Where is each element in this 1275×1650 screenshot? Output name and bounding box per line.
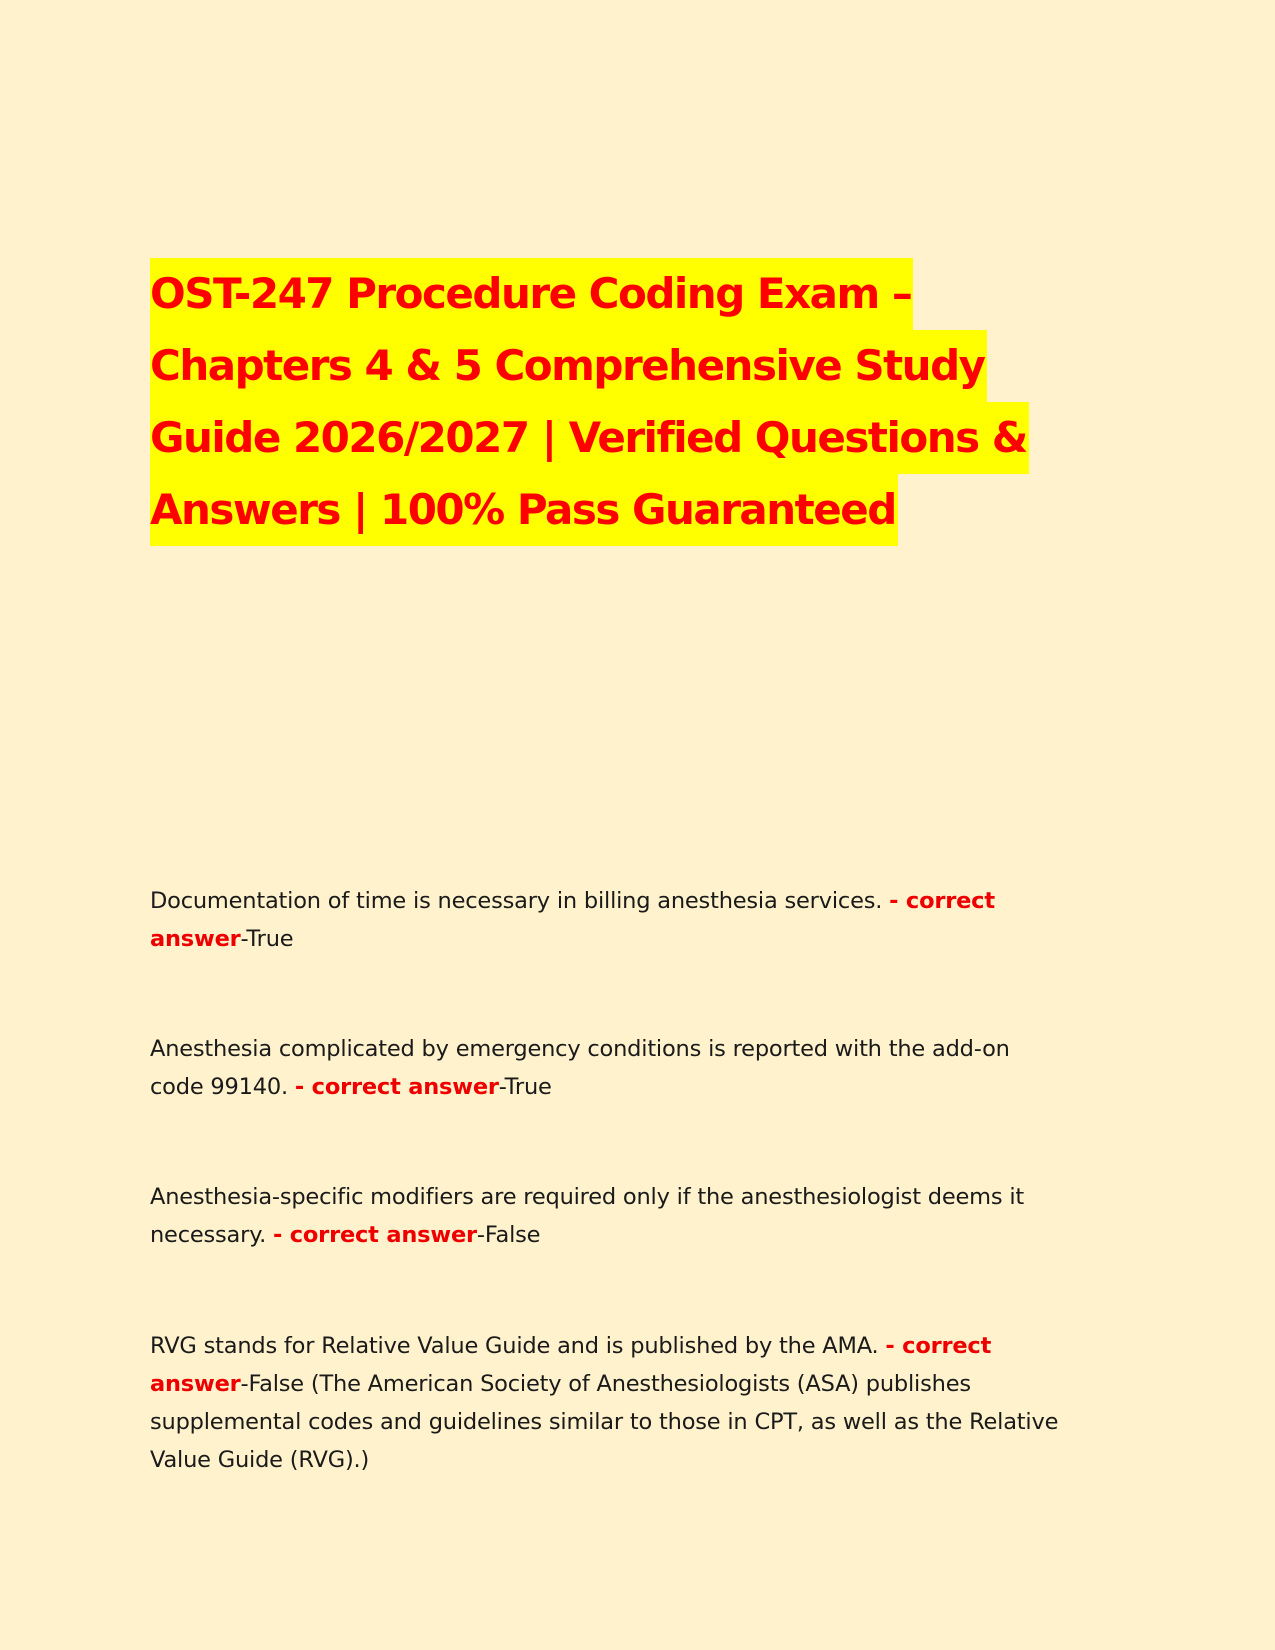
qa-item-4-line-4 [150, 1441, 1130, 1479]
qa-item-3 [150, 1178, 1130, 1254]
qa-item-1-line-2 [150, 920, 1130, 958]
title-line-2: Chapters 4 & 5 Comprehensive Study [150, 330, 987, 402]
qa-item-4 [150, 1327, 1130, 1479]
qa-item-4-line-2 [150, 1365, 1130, 1403]
question-text: Anesthesia-specific modifiers are required only if the anesthesiologist deems it [150, 1184, 1025, 1210]
answer-marker: answer [150, 1371, 241, 1397]
answer-marker: - correct answer [294, 1074, 499, 1100]
question-text: Anesthesia complicated by emergency conditions is reported with the add-on [150, 1036, 1010, 1062]
question-text: code 99140. [150, 1074, 295, 1100]
qa-item-3-line-1 [150, 1178, 1130, 1216]
answer-text: -True [240, 926, 294, 952]
qa-item-4-line-3 [150, 1403, 1130, 1441]
answer-text: supplemental codes and guidelines similar to those in CPT, as well as the Relative [150, 1409, 1059, 1435]
answer-marker: - correct answer [273, 1222, 477, 1248]
question-text: RVG stands for Relative Value Guide and is published by the AMA. [150, 1333, 886, 1359]
title-line-1: OST-247 Procedure Coding Exam – [150, 258, 913, 330]
qa-item-2 [150, 1030, 1130, 1106]
answer-text: -False (The American Society of Anesthesiologists (ASA) publishes [240, 1371, 971, 1397]
answer-marker: - correct [885, 1333, 992, 1359]
document-title [150, 258, 1130, 546]
answer-text: Value Guide (RVG).) [150, 1447, 370, 1473]
title-line-4: Answers | 100% Pass Guaranteed [150, 474, 898, 546]
qa-item-1 [150, 882, 1130, 958]
answer-text: -True [498, 1074, 552, 1100]
qa-item-3-line-2 [150, 1216, 1130, 1254]
qa-item-2-line-1 [150, 1030, 1130, 1068]
title-line-3: Guide 2026/2027 | Verified Questions & [150, 402, 1029, 474]
answer-marker: answer [150, 926, 241, 952]
qa-item-4-line-1 [150, 1327, 1130, 1365]
qa-item-1-line-1 [150, 882, 1130, 920]
qa-item-2-line-2 [150, 1068, 1130, 1106]
question-text: Documentation of time is necessary in billing anesthesia services. [150, 888, 890, 914]
answer-text: -False [476, 1222, 541, 1248]
question-text: necessary. [150, 1222, 274, 1248]
answer-marker: - correct [889, 888, 995, 914]
